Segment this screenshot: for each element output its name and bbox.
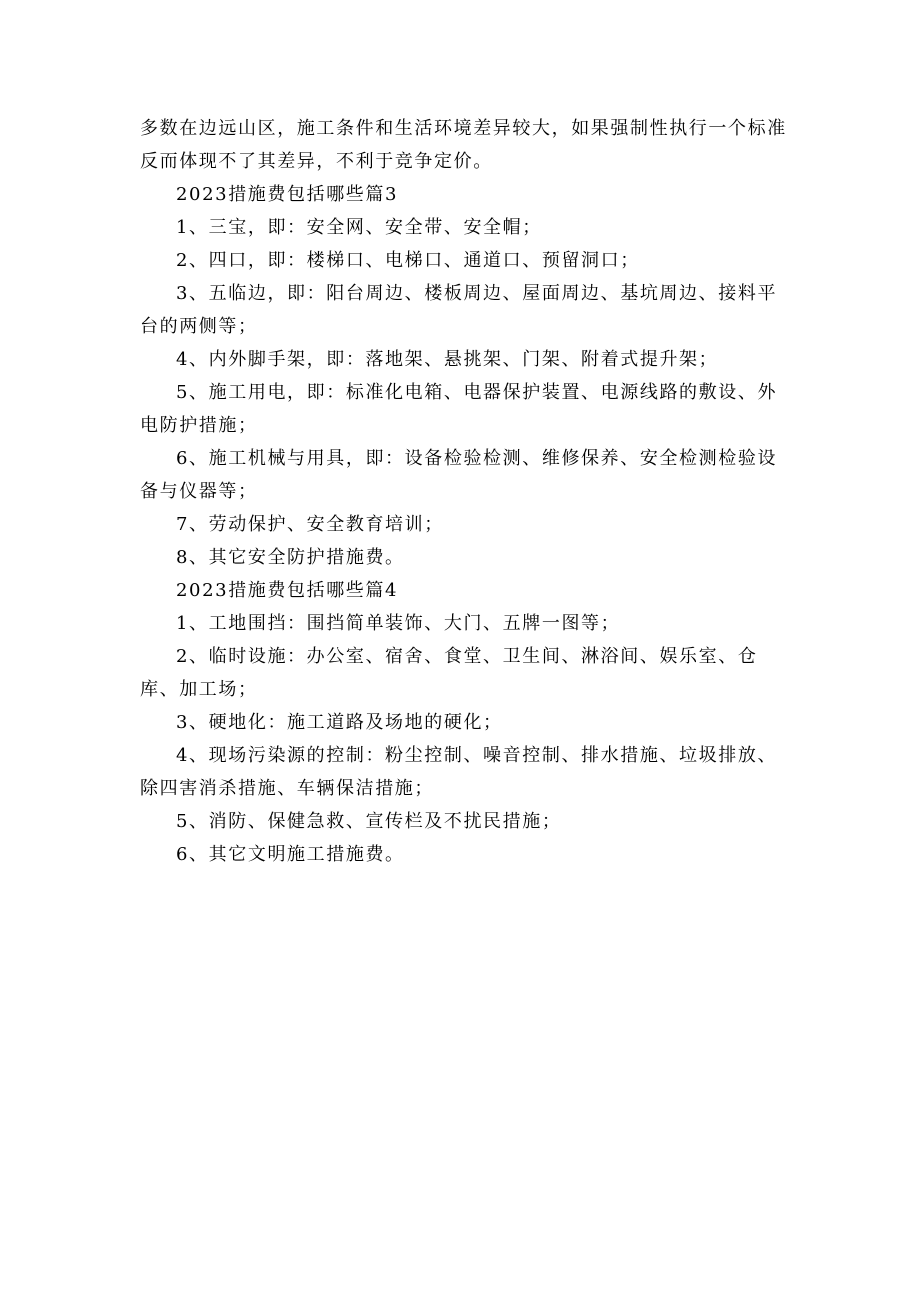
section-heading-3: 2023措施费包括哪些篇3 bbox=[176, 184, 399, 205]
list-item: 5、施工用电，即：标准化电箱、电器保护装置、电源线路的敷设、外电防护措施； bbox=[140, 382, 778, 436]
section-heading-4: 2023措施费包括哪些篇4 bbox=[176, 580, 399, 601]
list-item: 8、其它安全防护措施费。 bbox=[176, 547, 405, 568]
list-item: 7、劳动保护、安全教育培训； bbox=[176, 514, 444, 535]
list-item: 6、其它文明施工措施费。 bbox=[176, 844, 405, 865]
list-item: 5、消防、保健急救、宣传栏及不扰民措施； bbox=[176, 811, 562, 832]
list-item: 1、三宝，即：安全网、安全带、安全帽； bbox=[176, 217, 542, 238]
list-item: 3、五临边，即：阳台周边、楼板周边、屋面周边、基坑周边、接料平台的两侧等； bbox=[140, 283, 778, 337]
list-item: 3、硬地化：施工道路及场地的硬化； bbox=[176, 712, 503, 733]
paragraph-continuation: 多数在边远山区，施工条件和生活环境差异较大，如果强制性执行一个标准反而体现不了其差异，不利于竞争定价。 bbox=[140, 118, 787, 172]
list-item: 1、工地围挡：围挡简单装饰、大门、五牌一图等； bbox=[176, 613, 621, 634]
list-item: 4、内外脚手架，即：落地架、悬挑架、门架、附着式提升架； bbox=[176, 349, 719, 370]
document-page bbox=[140, 112, 790, 871]
list-item: 2、四口，即：楼梯口、电梯口、通道口、预留洞口； bbox=[176, 250, 640, 271]
list-item: 6、施工机械与用具，即：设备检验检测、维修保养、安全检测检验设备与仪器等； bbox=[140, 448, 778, 502]
list-item: 2、临时设施：办公室、宿舍、食堂、卫生间、淋浴间、娱乐室、仓库、加工场； bbox=[140, 646, 758, 700]
list-item: 4、现场污染源的控制：粉尘控制、噪音控制、排水措施、垃圾排放、除四害消杀措施、车辆保洁措施； bbox=[140, 745, 778, 799]
